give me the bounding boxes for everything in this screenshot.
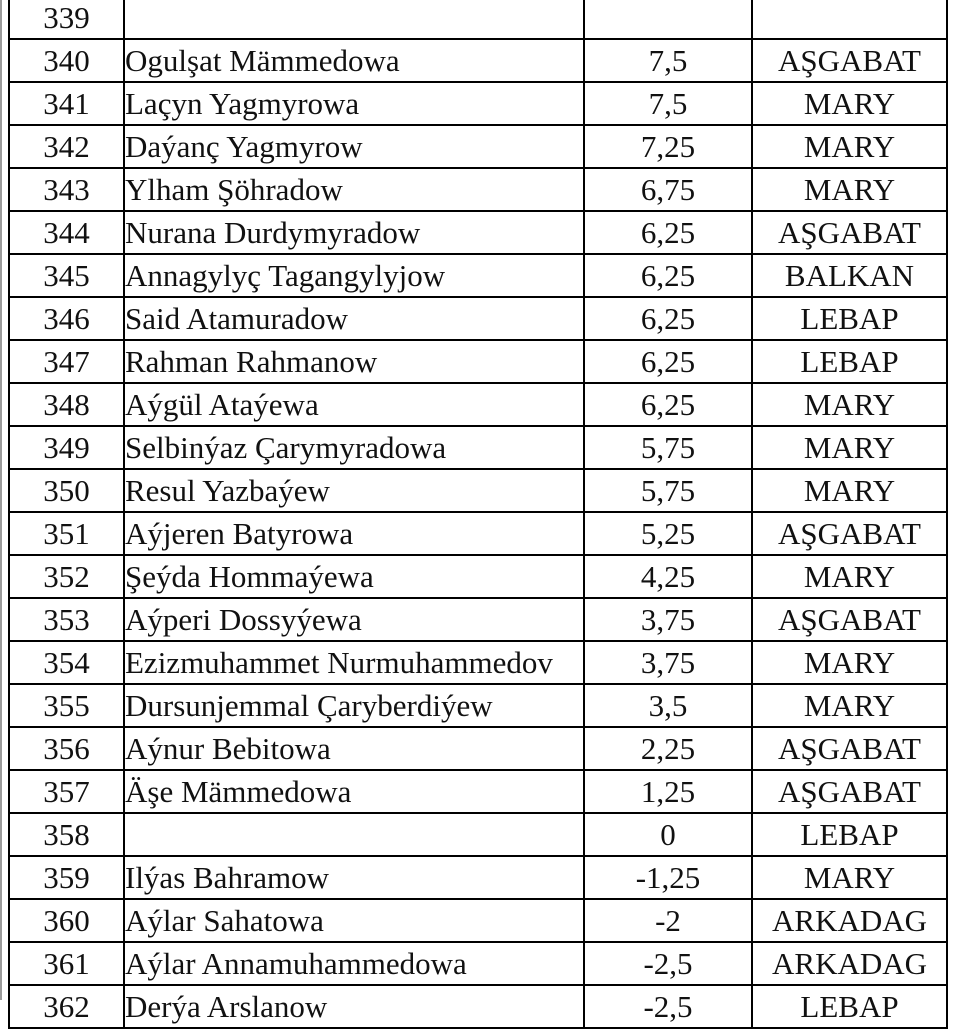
row-number-cell[interactable]: 362 [9, 985, 124, 1028]
region-cell[interactable]: MARY [752, 641, 947, 684]
region-cell[interactable]: BALKAN [752, 254, 947, 297]
region-cell[interactable]: MARY [752, 856, 947, 899]
name-cell[interactable]: Ylham Şöhradow [124, 168, 584, 211]
row-number-cell[interactable]: 356 [9, 727, 124, 770]
region-cell[interactable]: ARKADAG [752, 899, 947, 942]
results-table-body [9, 0, 947, 1028]
score-cell[interactable]: 6,25 [584, 383, 752, 426]
name-cell[interactable]: Annagylyç Tagangylyjow [124, 254, 584, 297]
table-row [9, 340, 947, 383]
region-cell[interactable]: LEBAP [752, 297, 947, 340]
table-row [9, 942, 947, 985]
table-row [9, 383, 947, 426]
row-number-cell[interactable]: 358 [9, 813, 124, 856]
name-cell[interactable]: Aýperi Dossyýewa [124, 598, 584, 641]
row-number-cell[interactable]: 343 [9, 168, 124, 211]
name-cell[interactable]: Laçyn Yagmyrowa [124, 82, 584, 125]
name-cell[interactable] [124, 813, 584, 856]
region-cell[interactable] [752, 0, 947, 39]
name-cell[interactable]: Aýgül Ataýewa [124, 383, 584, 426]
region-cell[interactable]: AŞGABAT [752, 211, 947, 254]
name-cell[interactable]: Said Atamuradow [124, 297, 584, 340]
row-number-cell[interactable]: 351 [9, 512, 124, 555]
name-cell[interactable]: Aýlar Annamuhammedowa [124, 942, 584, 985]
score-cell[interactable]: 6,25 [584, 340, 752, 383]
score-cell[interactable]: -2,5 [584, 942, 752, 985]
name-cell[interactable]: Selbinýaz Çarymyradowa [124, 426, 584, 469]
table-row [9, 168, 947, 211]
region-cell[interactable]: MARY [752, 426, 947, 469]
table-row [9, 512, 947, 555]
name-cell[interactable]: Äşe Mämmedowa [124, 770, 584, 813]
score-cell[interactable]: 5,75 [584, 426, 752, 469]
name-cell[interactable]: Ezizmuhammet Nurmuhammedov [124, 641, 584, 684]
name-cell[interactable]: Ogulşat Mämmedowa [124, 39, 584, 82]
table-row [9, 813, 947, 856]
region-cell[interactable]: MARY [752, 469, 947, 512]
row-number-cell[interactable]: 359 [9, 856, 124, 899]
name-cell[interactable]: Derýa Arslanow [124, 985, 584, 1028]
region-cell[interactable]: AŞGABAT [752, 39, 947, 82]
name-cell[interactable]: Resul Yazbaýew [124, 469, 584, 512]
region-cell[interactable]: MARY [752, 82, 947, 125]
table-row [9, 684, 947, 727]
score-cell[interactable]: 6,25 [584, 297, 752, 340]
row-number-cell[interactable]: 360 [9, 899, 124, 942]
row-number-cell[interactable]: 340 [9, 39, 124, 82]
score-cell[interactable]: 7,5 [584, 82, 752, 125]
score-cell[interactable]: 7,5 [584, 39, 752, 82]
region-cell[interactable]: MARY [752, 168, 947, 211]
sheet-left-edge [0, 0, 2, 1000]
row-number-cell[interactable]: 357 [9, 770, 124, 813]
table-row [9, 985, 947, 1028]
region-cell[interactable]: MARY [752, 555, 947, 598]
score-cell[interactable]: -2 [584, 899, 752, 942]
table-row [9, 82, 947, 125]
score-cell[interactable]: 5,25 [584, 512, 752, 555]
row-number-cell[interactable]: 361 [9, 942, 124, 985]
score-cell[interactable]: 6,75 [584, 168, 752, 211]
score-cell[interactable]: 3,75 [584, 641, 752, 684]
region-cell[interactable]: LEBAP [752, 340, 947, 383]
name-cell[interactable]: Dursunjemmal Çaryberdiýew [124, 684, 584, 727]
row-number-cell[interactable]: 352 [9, 555, 124, 598]
region-cell[interactable]: AŞGABAT [752, 727, 947, 770]
name-cell[interactable]: Nurana Durdymyradow [124, 211, 584, 254]
score-cell[interactable]: 0 [584, 813, 752, 856]
table-row [9, 856, 947, 899]
row-number-cell[interactable]: 354 [9, 641, 124, 684]
table-row [9, 641, 947, 684]
score-cell[interactable]: 1,25 [584, 770, 752, 813]
table-row [9, 254, 947, 297]
table-row [9, 297, 947, 340]
score-cell[interactable]: -2,5 [584, 985, 752, 1028]
table-row [9, 39, 947, 82]
table-row [9, 555, 947, 598]
table-row [9, 727, 947, 770]
score-cell[interactable]: 6,25 [584, 211, 752, 254]
table-row [9, 770, 947, 813]
row-number-cell[interactable]: 348 [9, 383, 124, 426]
score-cell[interactable]: -1,25 [584, 856, 752, 899]
score-cell[interactable]: 3,75 [584, 598, 752, 641]
score-cell[interactable]: 3,5 [584, 684, 752, 727]
results-table [8, 0, 948, 1029]
score-cell[interactable]: 5,75 [584, 469, 752, 512]
table-row [9, 899, 947, 942]
score-cell[interactable]: 4,25 [584, 555, 752, 598]
name-cell[interactable]: Aýlar Sahatowa [124, 899, 584, 942]
table-row [9, 469, 947, 512]
region-cell[interactable]: AŞGABAT [752, 512, 947, 555]
name-cell[interactable]: Rahman Rahmanow [124, 340, 584, 383]
table-row [9, 125, 947, 168]
name-cell[interactable] [124, 0, 584, 39]
row-number-cell[interactable]: 341 [9, 82, 124, 125]
row-number-cell[interactable]: 344 [9, 211, 124, 254]
table-row [9, 598, 947, 641]
table-row [9, 0, 947, 39]
row-number-cell[interactable]: 346 [9, 297, 124, 340]
table-row [9, 426, 947, 469]
row-number-cell[interactable]: 342 [9, 125, 124, 168]
row-number-cell[interactable]: 353 [9, 598, 124, 641]
row-number-cell[interactable]: 349 [9, 426, 124, 469]
score-cell[interactable]: 7,25 [584, 125, 752, 168]
region-cell[interactable]: LEBAP [752, 813, 947, 856]
region-cell[interactable]: MARY [752, 383, 947, 426]
score-cell[interactable]: 2,25 [584, 727, 752, 770]
region-cell[interactable]: AŞGABAT [752, 598, 947, 641]
region-cell[interactable]: ARKADAG [752, 942, 947, 985]
score-cell[interactable]: 6,25 [584, 254, 752, 297]
name-cell[interactable]: Aýjeren Batyrowa [124, 512, 584, 555]
row-number-cell[interactable]: 347 [9, 340, 124, 383]
row-number-cell[interactable]: 350 [9, 469, 124, 512]
name-cell[interactable]: Şeýda Hommaýewa [124, 555, 584, 598]
table-row [9, 211, 947, 254]
name-cell[interactable]: Aýnur Bebitowa [124, 727, 584, 770]
name-cell[interactable]: Daýanç Yagmyrow [124, 125, 584, 168]
region-cell[interactable]: MARY [752, 125, 947, 168]
region-cell[interactable]: LEBAP [752, 985, 947, 1028]
row-number-cell[interactable]: 339 [9, 0, 124, 39]
row-number-cell[interactable]: 355 [9, 684, 124, 727]
name-cell[interactable]: Ilýas Bahramow [124, 856, 584, 899]
row-number-cell[interactable]: 345 [9, 254, 124, 297]
score-cell[interactable] [584, 0, 752, 39]
region-cell[interactable]: AŞGABAT [752, 770, 947, 813]
region-cell[interactable]: MARY [752, 684, 947, 727]
